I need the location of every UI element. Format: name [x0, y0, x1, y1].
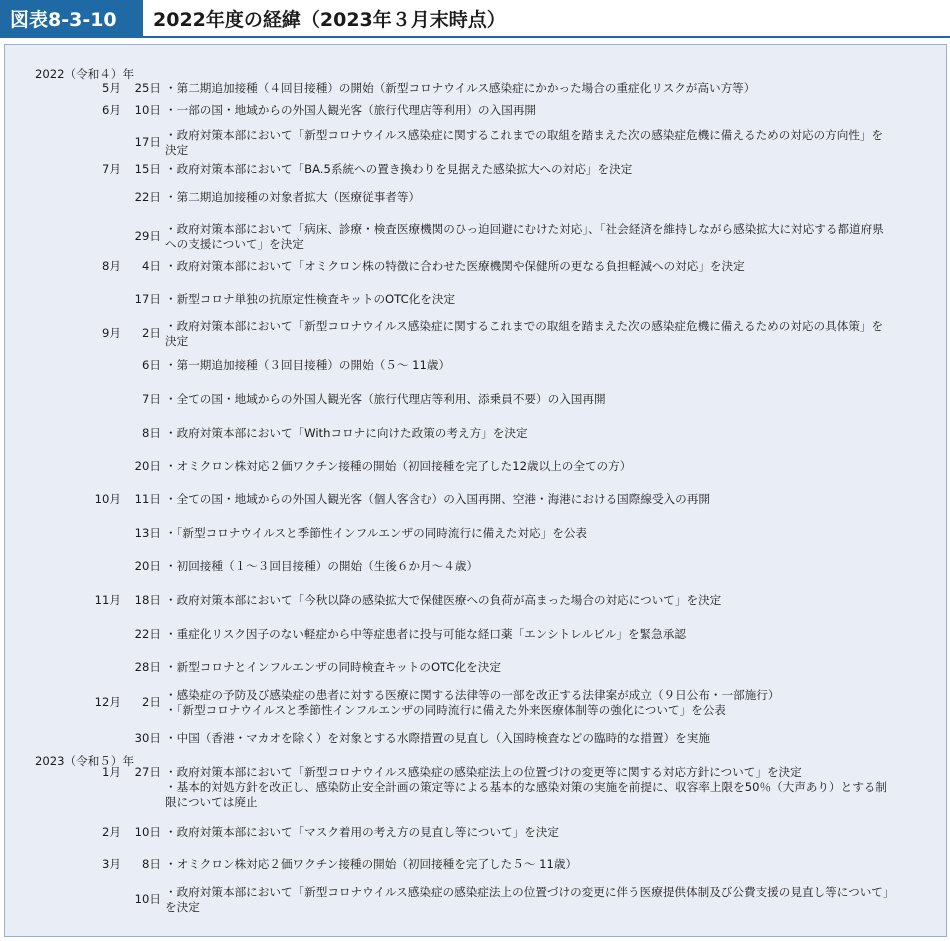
entry-day: 17日: [134, 292, 161, 306]
entry-text-line: ・感染症の予防及び感染症の患者に対する医療に関する法律等の一部を改正する法律案が成立（９日公布・一部施行）: [165, 688, 780, 702]
entry-day: 22日: [134, 190, 161, 204]
entry-text-line: ・新型コロナとインフルエンザの同時検査キットのOTC化を決定: [165, 660, 501, 674]
entry-text-line: ・政府対策本部において「オミクロン株の特徴に合わせた医療機関や保健所の更なる負担軽減への対応」を決定: [165, 259, 745, 273]
entry-text-line: ・「新型コロナウイルスと季節性インフルエンザの同時流行に備えた対応」を公表: [165, 526, 588, 540]
entry-day: 10日: [134, 103, 161, 117]
entry-text-line: ・政府対策本部において「新型コロナウイルス感染症に関するこれまでの取組を踏まえた次の感染症危機に備えるための対応の具体策」を: [165, 319, 884, 333]
entry-day: 8日: [142, 426, 161, 440]
entry-day: 27日: [134, 765, 161, 779]
entry-text-line: ・政府対策本部において「病床、診療・検査医療機関のひっ迫回避にむけた対応」、「社会経済を維持しながら感染拡大に対応する都道府県: [165, 222, 884, 236]
entry-text-line: ・第一期追加接種（３回目接種）の開始（５～ 11歳）: [165, 358, 451, 372]
entry-text-line: ・中国（香港・マカオを除く）を対象とする水際措置の見直し（入国時検査などの臨時的な措置）を実施: [165, 731, 710, 745]
entry-month: 2月: [102, 825, 121, 839]
entry-day: 4日: [142, 259, 161, 273]
entry-text-line: ・政府対策本部において「Withコロナに向けた政策の考え方」を決定: [165, 426, 528, 440]
entry-text-line: ・第二期追加接種の対象者拡大（医療従事者等）: [165, 190, 421, 204]
entry-day: 11日: [134, 492, 161, 506]
entry-day: 25日: [134, 81, 161, 95]
year-label-2023: 2023（令和５）年: [35, 754, 135, 768]
header-rule: [0, 36, 950, 38]
entry-day: 2日: [142, 326, 161, 340]
entry-month: 11月: [94, 593, 121, 607]
entry-day: 29日: [134, 229, 161, 243]
entry-day: 18日: [134, 593, 161, 607]
entry-text-line: ・オミクロン株対応２価ワクチン接種の開始（初回接種を完了した５～ 11歳）: [165, 857, 578, 871]
entry-text-line: ・重症化リスク因子のない軽症から中等症患者に投与可能な経口薬「エンシトレルビル」を緊急承認: [165, 627, 686, 641]
entry-month: 6月: [102, 103, 121, 117]
entry-day: 20日: [134, 459, 161, 473]
figure-header: [0, 0, 950, 36]
entry-text-line: ・政府対策本部において「今秋以降の感染拡大で保健医療への負荷が高まった場合の対応について」を決定: [165, 593, 722, 607]
figure-title: 2022年度の経緯（2023年３月末時点）: [153, 8, 506, 31]
entry-text-line: ・政府対策本部において「新型コロナウイルス感染症の感染症法上の位置づけの変更等に関する対応方針について」を決定: [165, 765, 802, 779]
entry-month: 3月: [102, 857, 121, 871]
entry-day: 13日: [134, 526, 161, 540]
entry-text-line: ・基本的対処方針を改正し、感染防止安全計画の策定等による基本的な感染対策の実施を前提に、収容率上限を50％（大声あり）とする制: [165, 780, 887, 794]
entry-month: 5月: [102, 81, 121, 95]
entry-day: 7日: [142, 392, 161, 406]
entry-text-line: 限については廃止: [165, 795, 258, 809]
entry-text-line: ・オミクロン株対応２価ワクチン接種の開始（初回接種を完了した12歳以上の全ての方）: [165, 459, 632, 473]
entry-text-line: ・全ての国・地域からの外国人観光客（個人客含む）の入国再開、空港・海港における国際線受入の再開: [165, 492, 710, 506]
entry-month: 9月: [102, 326, 121, 340]
entry-text-line: 決定: [165, 143, 189, 157]
entry-day: 30日: [134, 731, 161, 745]
entry-day: 6日: [142, 358, 161, 372]
entry-day: 28日: [134, 660, 161, 674]
entry-text-line: ・政府対策本部において「新型コロナウイルス感染症の感染症法上の位置づけの変更に伴う医療提供体制及び公費支援の見直し等について」: [165, 885, 895, 899]
figure-label: 図表8-3-10: [0, 0, 143, 36]
entry-day: 20日: [134, 559, 161, 573]
entry-text-line: ・全ての国・地域からの外国人観光客（旅行代理店等利用、添乗員不要）の入国再開: [165, 392, 606, 406]
entry-text-line: ・一部の国・地域からの外国人観光客（旅行代理店等利用）の入国再開: [165, 103, 537, 117]
entry-text-line: ・第二期追加接種（４回目接種）の開始（新型コロナウイルス感染症にかかった場合の重症化リスクが高い方等）: [165, 81, 756, 95]
entry-text-line: への支援について」を決定: [165, 237, 304, 251]
entry-month: 1月: [102, 765, 121, 779]
entry-text-line: ・政府対策本部において「マスク着用の考え方の見直し等について」を決定: [165, 825, 559, 839]
entry-month: 7月: [102, 162, 121, 176]
entry-text-line: ・「新型コロナウイルスと季節性インフルエンザの同時流行に備えた外来医療体制等の強化について」を公表: [165, 703, 726, 717]
entry-day: 15日: [134, 162, 161, 176]
entry-text-line: を決定: [165, 900, 200, 914]
entry-month: 12月: [94, 695, 121, 709]
entry-month: 8月: [102, 259, 121, 273]
entry-text-line: ・新型コロナ単独の抗原定性検査キットのOTC化を決定: [165, 292, 456, 306]
entry-day: 22日: [134, 627, 161, 641]
entry-day: 2日: [142, 695, 161, 709]
entry-day: 8日: [142, 857, 161, 871]
entry-text-line: ・政府対策本部において「新型コロナウイルス感染症に関するこれまでの取組を踏まえた次の感染症危機に備えるための対応の方向性」を: [165, 128, 884, 142]
timeline-panel: [4, 44, 947, 937]
entry-text-line: ・政府対策本部において「BA.5系統への置き換わりを見据えた感染拡大への対応」を決定: [165, 162, 633, 176]
year-label-2022: 2022（令和４）年: [35, 67, 135, 81]
entry-day: 17日: [134, 135, 161, 149]
entry-day: 10日: [134, 892, 161, 906]
entry-text-line: ・初回接種（１～３回目接種）の開始（生後６か月～４歳）: [165, 559, 479, 573]
entry-month: 10月: [94, 492, 121, 506]
entry-day: 10日: [134, 825, 161, 839]
entry-text-line: 決定: [165, 334, 189, 348]
